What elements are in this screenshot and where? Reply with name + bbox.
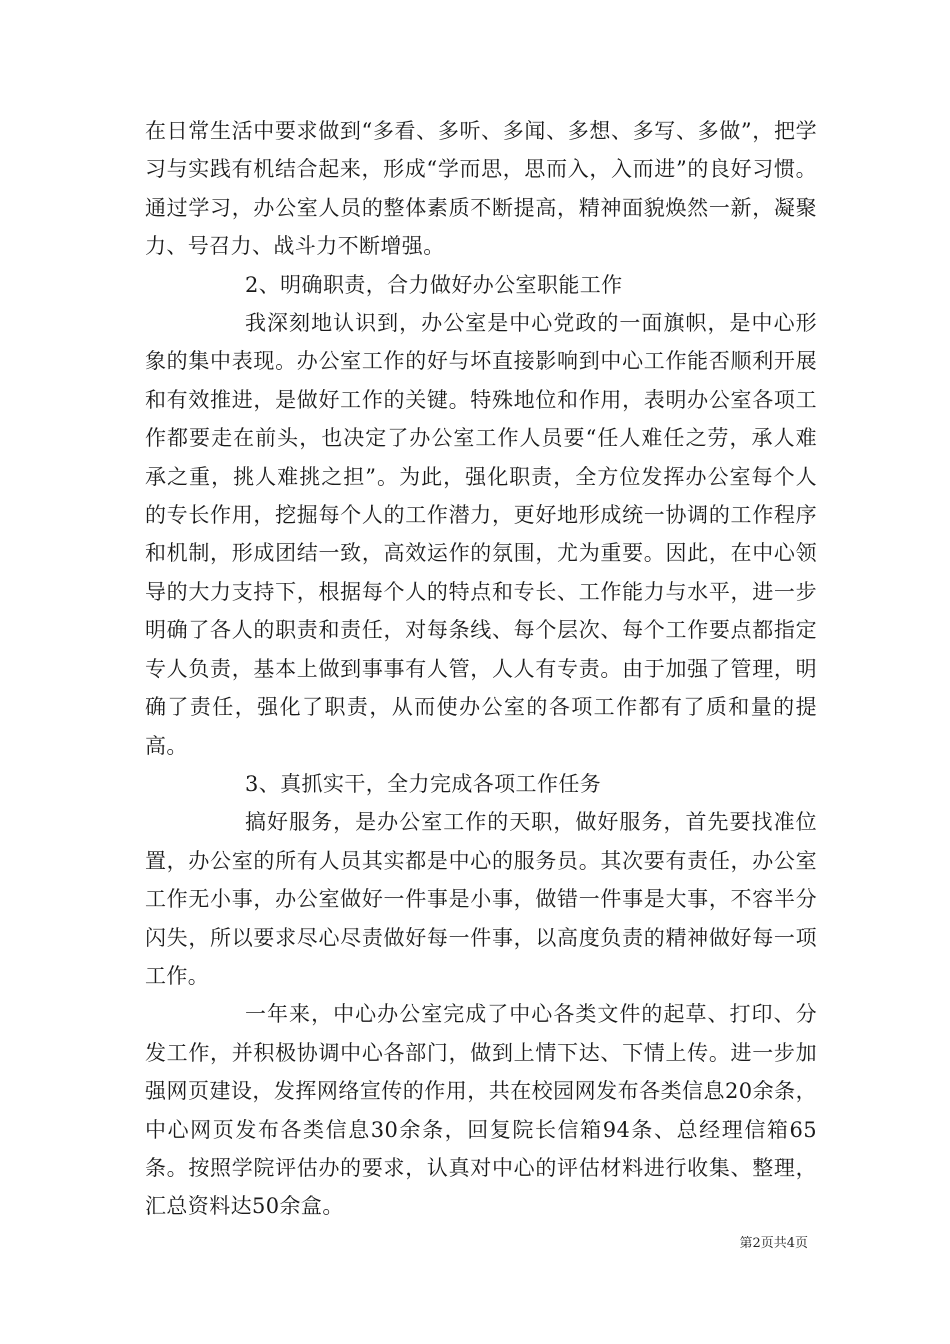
document-body: [145, 112, 817, 1226]
section-heading-2: 2、明确职责，合力做好办公室职能工作: [245, 272, 623, 297]
paragraph-achievements: 一年来，中心办公室完成了中心各类文件的起草、打印、分发工作，并积极协调中心各部门，做到上情下达、下情上传。进一步加强网页建设，发挥网络宣传的作用，共在校园网发布各类信息20余条，中心网页发布各类信息30余条，回复院长信箱94条、总经理信箱65条。按照学院评估办的要求，认真对中心的评估材料进行收集、整理，汇总资料达50余盒。: [145, 1002, 817, 1219]
paragraph-duties: 我深刻地认识到，办公室是中心党政的一面旗帜，是中心形象的集中表现。办公室工作的好与坏直接影响到中心工作能否顺利开展和有效推进，是做好工作的关键。特殊地位和作用，表明办公室各项工作都要走在前头，也决定了办公室工作人员要“任人难任之劳，承人难承之重，挑人难挑之担”。为此，强化职责，全方位发挥办公室每个人的专长作用，挖掘每个人的工作潜力，更好地形成统一协调的工作程序和机制，形成团结一致，高效运作的氛围，尤为重要。因此，在中心领导的大力支持下，根据每个人的特点和专长、工作能力与水平，进一步明确了各人的职责和责任，对每条线、每个层次、每个工作要点都指定专人负责，基本上做到事事有人管，人人有专责。由于加强了管理，明确了责任，强化了职责，从而使办公室的各项工作都有了质和量的提高。: [145, 311, 817, 758]
section-heading-3: 3、真抓实干，全力完成各项工作任务: [245, 771, 602, 796]
paragraph-service: 搞好服务，是办公室工作的天职，做好服务，首先要找准位置，办公室的所有人员其实都是中心的服务员。其次要有责任，办公室工作无小事，办公室做好一件事是小事，做错一件事是大事，不容半分闪失，所以要求尽心尽责做好每一件事，以高度负责的精神做好每一项工作。: [145, 810, 817, 988]
page-number-footer: 第2页共4页: [739, 1236, 808, 1251]
paragraph-continued: 在日常生活中要求做到“多看、多听、多闻、多想、多写、多做”，把学习与实践有机结合起来，形成“学而思，思而入，入而进”的良好习惯。通过学习，办公室人员的整体素质不断提高，精神面貌焕然一新，凝聚力、号召力、战斗力不断增强。: [145, 119, 817, 259]
